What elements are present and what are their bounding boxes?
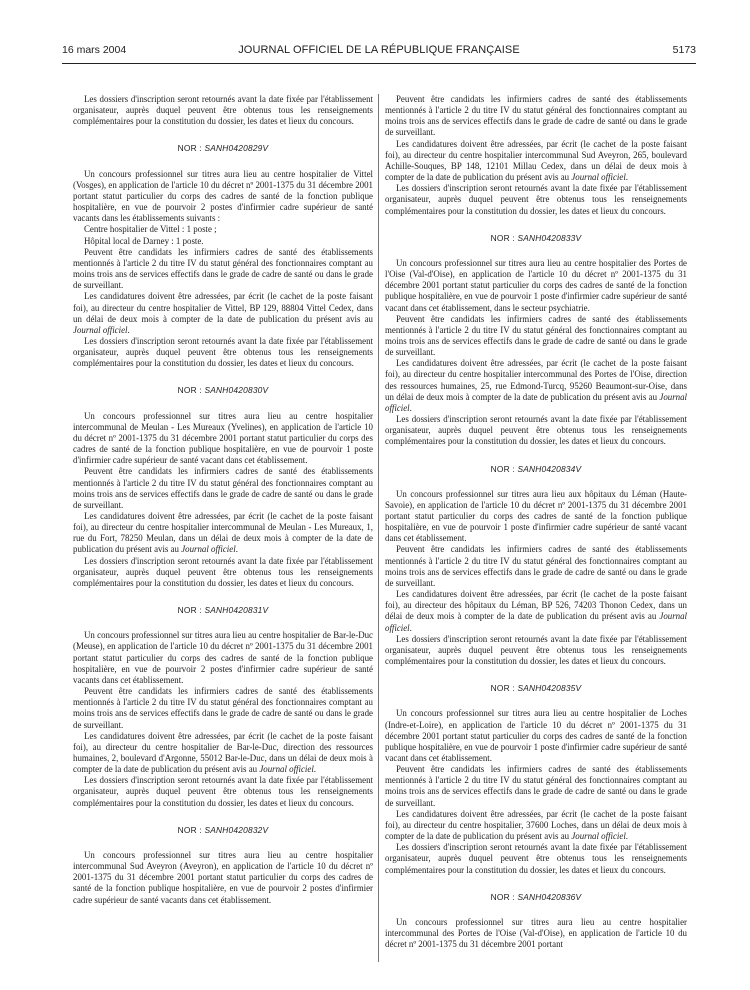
- notice-paragraph: Un concours professionnel sur titres aura lieu aux hôpitaux du Léman (Haute-Savoie), en application de l'article 10 du décret nº 2001-1375 du 31 décembre 2001 portant statut particulier du corps des cadres de santé de la fonction publique hospitalière, en vue de pourvoir 1 poste d'infirmier cadre supérieur de santé vacant dans cet établissement.: [385, 488, 687, 544]
- notice-paragraph: [73, 511, 373, 556]
- notice-text: Les candidatures doivent être adressées, par écrit (le cachet de la poste faisant foi), au directeur du centre hospitalier de Vittel, BP 129, 88804 Vittel Cedex, dans un délai de deux mois à compter de la date de publication du présent avis au: [73, 291, 373, 324]
- notice-paragraph: Les dossiers d'inscription seront retournés avant la date fixée par l'établissement organisateur, auprès duquel peuvent être obtenus tous les renseignements complémentaires pour la constitution du dossier, les dates et lieux du concours.: [73, 335, 373, 369]
- nor-reference: [73, 605, 373, 616]
- nor-reference: [385, 464, 687, 475]
- nor-reference: [73, 385, 373, 396]
- notice-paragraph: Un concours professionnel sur titres aura lieu au centre hospitalier intercommunal des Portes de l'Oise (Val-d'Oise), en application de l'article 10 du décret nº 2001-1375 du 31 décembre 2001 portant: [385, 916, 687, 950]
- notice-paragraph: Peuvent être candidats les infirmiers cadres de santé des établissements mentionnés à l'article 2 du titre IV du statut général des fonctionnaires comptant au moins trois ans de services effectifs dans le grade de cadre de santé ou dans le grade de surveillant.: [73, 686, 373, 730]
- notice-text: Les candidatures doivent être adressées, par écrit (le cachet de la poste faisant foi), au directeur des hôpitaux du Léman, BP 526, 74203 Thonon Cedex, dans un délai de deux mois à compter de la date de publication du présent avis au: [385, 589, 687, 622]
- notice-paragraph: [385, 358, 687, 414]
- nor-prefix: NOR :: [490, 891, 515, 902]
- notice-paragraph: Un concours professionnel sur titres aura lieu au centre hospitalier de Bar-le-Duc (Meuse), en application de l'article 10 du décret nº 2001-1375 du 31 décembre 2001 portant statut particulier du corps des cadres de santé de la fonction publique hospitalière, en vue de pourvoir 2 postes d'infirmier cadre supérieur de santé vacants dans cet établissement.: [73, 630, 373, 685]
- journal-officiel-text: Journal officiel: [385, 391, 687, 413]
- nor-code: SANH0420832V: [204, 824, 269, 835]
- nor-code: SANH0420835V: [517, 683, 582, 694]
- nor-code: SANH0420834V: [517, 463, 582, 474]
- notice-paragraph: [385, 589, 687, 634]
- notice-paragraph: Les dossiers d'inscription seront retournés avant la date fixée par l'établissement organisateur, auprès duquel peuvent être obtenus tous les renseignements complémentaires pour la constitution du dossier, les dates et lieux du concours.: [385, 842, 687, 875]
- notice-paragraph: Un concours professionnel sur titres aura lieu au centre hospitalier de Loches (Indre-et-Loire), en application de l'article 10 du décret nº 2001-1375 du 31 décembre 2001 portant statut particulier du corps des cadres de santé de la fonction publique hospitalière, en vue de pourvoir 1 poste d'infirmier cadre supérieur de santé vacant dans cet établissement.: [385, 708, 687, 763]
- nor-code: SANH0420833V: [517, 232, 582, 243]
- notice-text: .: [625, 172, 629, 183]
- notice-paragraph: Les dossiers d'inscription seront retournés avant la date fixée par l'établissement organisateur, auprès duquel peuvent être obtenus tous les renseignements complémentaires pour la constitution du dossier, les dates et lieux du concours.: [73, 775, 373, 808]
- page-header: [62, 44, 696, 60]
- notice-paragraph: [73, 291, 373, 336]
- notice-paragraph: Un concours professionnel sur titres aura lieu au centre hospitalier des Portes de l'Oise (Val-d'Oise), en application de l'article 10 du décret nº 2001-1375 du 31 décembre 2001 portant statut particulier du corps des cadres de santé de la fonction publique hospitalière, en vue de pourvoir 1 poste d'infirmier cadre supérieur de santé vacant dans cet établissement, dans le secteur psychiatrie.: [385, 257, 687, 313]
- notice-text: .: [235, 544, 238, 555]
- notice-list-item: Centre hospitalier de Vittel : 1 poste ;: [84, 224, 217, 235]
- header-rule: [62, 63, 696, 64]
- notice-paragraph: Les dossiers d'inscription seront retournés avant la date fixée par l'établissement organisateur, auprès duquel peuvent être obtenus tous les renseignements complémentaires pour la constitution du dossier, les dates et lieux du concours.: [73, 94, 373, 127]
- notice-text: Les candidatures doivent être adressées, par écrit (le cachet de la poste faisant foi), au directeur du centre hospitalier intercommunal Sud Aveyron, 265, boulevard Achille-Souques, BP 148, 12101 Millau Cedex, dans un délai de deux mois à compter de la date de publication du présent avis au: [385, 138, 687, 183]
- notice-paragraph: Un concours professionnel sur titres aura lieu au centre hospitalier intercommunal de Meulan - Les Mureaux (Yvelines), en application de l'article 10 du décret nº 2001-1375 du 31 décembre 2001 portant statut particulier du corps des cadres de santé de la fonction publique hospitalière, en vue de pourvoir 1 poste d'infirmier cadre supérieur de santé vacant dans cet établissement.: [73, 410, 373, 466]
- notice-paragraph: Les dossiers d'inscription seront retournés avant la date fixée par l'établissement organisateur, auprès duquel peuvent être obtenus tous les renseignements complémentaires pour la constitution du dossier, les dates et lieux du concours.: [385, 414, 687, 447]
- journal-officiel-text: Journal officiel: [259, 764, 314, 775]
- notice-paragraph: [385, 809, 687, 842]
- notice-text: Les candidatures doivent être adressées, par écrit (le cachet de la poste faisant foi), au directeur du centre hospitalier de Bar-le-Duc, direction des ressources humaines, 2, boulevard d'Argonne, 55012 Bar-le-Duc, dans un délai de deux mois à compter de la date de publication du présent avis au: [73, 730, 373, 775]
- journal-officiel-text: Journal officiel: [571, 831, 626, 842]
- nor-prefix: NOR :: [177, 824, 202, 835]
- column-divider: [378, 94, 379, 962]
- notice-text: Les candidatures doivent être adressées, par écrit (le cachet de la poste faisant foi), au directeur du centre hospitalier intercommunal des Portes de l'Oise, direction des ressources humaines, 25, rue Edmond-Turcq, 95260 Beaumont-sur-Oise, dans un délai de deux mois à compter de la date de publication du présent avis au: [385, 358, 687, 402]
- journal-officiel-text: Journal officiel: [571, 172, 626, 183]
- nor-prefix: NOR :: [490, 232, 515, 243]
- notice-paragraph: Peuvent être candidats les infirmiers cadres de santé des établissements mentionnés à l'article 2 du titre IV du statut général des fonctionnaires comptant au moins trois ans de services effectifs dans le grade de cadre de santé ou dans le grade de surveillant.: [385, 313, 687, 358]
- notice-paragraph: Peuvent être candidats les infirmiers cadres de santé des établissements mentionnés à l'article 2 du titre IV du statut général des fonctionnaires comptant au moins trois ans de services effectifs dans le grade de cadre de santé ou dans le grade de surveillant.: [385, 94, 687, 138]
- notice-list-item: Hôpital local de Darney : 1 poste.: [84, 235, 204, 246]
- notice-paragraph: Un concours professionnel sur titres aura lieu au centre hospitalier de Vittel (Vosges), en application de l'article 10 du décret nº 2001-1375 du 31 décembre 2001 portant statut particulier du corps des cadres de santé de la fonction publique hospitalière, en vue de pourvoir 2 postes d'infirmier cadre supérieur de santé vacants dans les établissements suivants :: [73, 168, 373, 224]
- left-column: [73, 94, 373, 906]
- nor-prefix: NOR :: [490, 683, 515, 694]
- notice-text: .: [625, 831, 629, 842]
- header-page-number: 5173: [672, 44, 696, 56]
- notice-paragraph: Peuvent être candidats les infirmiers cadres de santé des établissements mentionnés à l'article 2 du titre IV du statut général des fonctionnaires comptant au moins trois ans de services effectifs dans le grade de cadre de santé ou dans le grade de surveillant.: [73, 246, 373, 291]
- nor-code: SANH0420831V: [204, 605, 269, 616]
- notice-text: Les candidatures doivent être adressées, par écrit (le cachet de la poste faisant foi), au directeur du centre hospitalier, 37600 Loches, dans un délai de deux mois à compter de la date de publication du présent avis au: [385, 808, 687, 842]
- header-date: 16 mars 2004: [62, 44, 127, 56]
- notice-paragraph: [73, 731, 373, 776]
- notice-paragraph: Les dossiers d'inscription seront retournés avant la date fixée par l'établissement organisateur, auprès duquel peuvent être obtenus tous les renseignements complémentaires pour la constitution du dossier, les dates et lieux du concours.: [73, 555, 373, 588]
- notice-paragraph: Peuvent être candidats les infirmiers cadres de santé des établissements mentionnés à l'article 2 du titre IV du statut général des fonctionnaires comptant au moins trois ans de services effectifs dans le grade de cadre de santé ou dans le grade de surveillant.: [73, 466, 373, 510]
- nor-prefix: NOR :: [177, 143, 202, 154]
- nor-reference: [385, 892, 687, 903]
- nor-code: SANH0420836V: [517, 891, 582, 902]
- nor-prefix: NOR :: [177, 605, 202, 616]
- notice-text: .: [409, 622, 412, 633]
- notice-paragraph: Un concours professionnel sur titres aura lieu au centre hospitalier intercommunal Sud Aveyron (Aveyron), en application de l'article 10 du décret nº 2001-1375 du 31 décembre 2001 portant statut particulier du corps des cadres de santé de la fonction publique hospitalière, en vue de pourvoir 2 postes d'infirmier cadre supérieur de santé vacants dans cet établissement.: [73, 849, 373, 905]
- nor-code: SANH0420829V: [204, 143, 269, 154]
- nor-reference: [73, 143, 373, 154]
- journal-officiel-text: Journal officiel: [385, 611, 687, 633]
- nor-code: SANH0420830V: [204, 385, 269, 396]
- notice-paragraph: Les dossiers d'inscription seront retournés avant la date fixée par l'établissement organisateur, auprès duquel peuvent être obtenus tous les renseignements complémentaires pour la constitution du dossier, les dates et lieux du concours.: [385, 633, 687, 667]
- notice-text: .: [127, 324, 130, 335]
- nor-reference: [73, 825, 373, 836]
- nor-prefix: NOR :: [490, 463, 515, 474]
- notice-paragraph: Peuvent être candidats les infirmiers cadres de santé des établissements mentionnés à l'article 2 du titre IV du statut général des fonctionnaires comptant au moins trois ans de services effectifs dans le grade de cadre de santé ou dans le grade de surveillant.: [385, 544, 687, 588]
- notice-text: Les candidatures doivent être adressées, par écrit (le cachet de la poste faisant foi), au directeur du centre hospitalier intercommunal de Meulan - Les Mureaux, 1, rue du Fort, 78250 Meulan, dans un délai de deux mois à compter de la date de publication du présent avis au: [73, 511, 373, 555]
- right-column: [385, 94, 687, 950]
- notice-paragraph: Peuvent être candidats les infirmiers cadres de santé des établissements mentionnés à l'article 2 du titre IV du statut général des fonctionnaires comptant au moins trois ans de services effectifs dans le grade de cadre de santé ou dans le grade de surveillant.: [385, 764, 687, 808]
- nor-prefix: NOR :: [177, 385, 202, 396]
- notice-text: .: [313, 764, 317, 775]
- notice-paragraph: [385, 139, 687, 184]
- journal-officiel-text: Journal officiel: [181, 544, 236, 555]
- nor-reference: [385, 233, 687, 244]
- header-title: JOURNAL OFFICIEL DE LA RÉPUBLIQUE FRANÇAISE: [238, 44, 520, 56]
- nor-reference: [385, 683, 687, 694]
- notice-text: .: [409, 402, 412, 413]
- journal-officiel-text: Journal officiel: [73, 324, 128, 335]
- notice-paragraph: Les dossiers d'inscription seront retournés avant la date fixée par l'établissement organisateur, auprès duquel peuvent être obtenus tous les renseignements complémentaires pour la constitution du dossier, les dates et lieux du concours.: [385, 183, 687, 216]
